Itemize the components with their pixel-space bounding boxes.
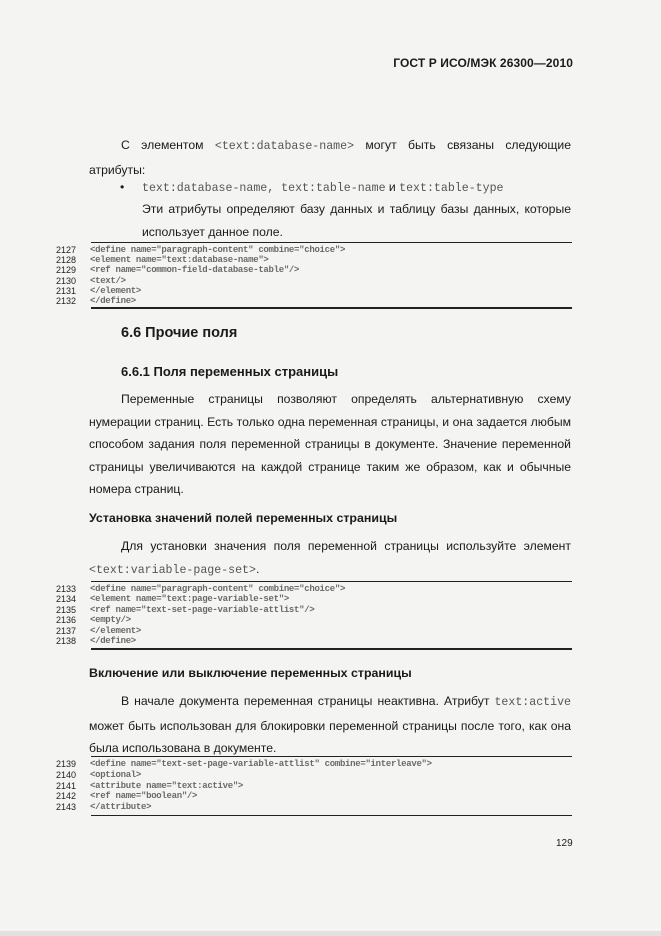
- code-text: <define name="paragraph-content" combine="choice">: [90, 584, 346, 594]
- code-text: <optional>: [90, 770, 142, 780]
- code-rule-bottom: [91, 815, 572, 816]
- code-text: <ref name="common-field-database-table"/>: [90, 265, 300, 275]
- section-heading-6-6-1: 6.6.1 Поля переменных страницы: [121, 364, 339, 379]
- line-number: 2140: [55, 770, 76, 780]
- intro-paragraph: [89, 134, 571, 181]
- line-number: 2139: [55, 759, 76, 769]
- attribute-description: Эти атрибуты определяют базу данных и таблицу базы данных, которые использует данное поле.: [142, 202, 571, 239]
- code-text: <text/>: [90, 276, 126, 286]
- subsection-heading-toggle: Включение или выключение переменных страницы: [89, 666, 412, 680]
- line-number: 2137: [55, 626, 76, 636]
- page-number: 129: [556, 838, 573, 849]
- code-block-page-variable-attlist: [54, 754, 572, 820]
- toggle-text-1: В начале документа переменная страницы неактивна. Атрибут: [121, 694, 495, 708]
- attr-database-name: text:database-name,: [142, 182, 275, 195]
- subsection-heading-set: Установка значений полей переменных страницы: [89, 511, 398, 525]
- code-text: <ref name="text-set-page-variable-attlist"/>: [90, 605, 315, 615]
- code-rule-bottom: [91, 307, 572, 309]
- line-number: 2128: [55, 255, 76, 265]
- code-text: <attribute name="text:active">: [90, 781, 244, 791]
- database-name-element: <text:database-name>: [214, 140, 355, 153]
- page-variables-paragraph: Переменные страницы позволяют определять альтернативную схему нумерации страниц. Есть только одна переменная страницы, и она задается любым способом задания поля переменной страницы в документе. Значение переменной страницы увеличиваются на каждой странице таким же образом, как и обычные номера страниц.: [89, 392, 571, 496]
- variable-page-set-element: <text:variable-page-set>: [89, 563, 256, 577]
- set-end: .: [255, 561, 260, 576]
- bullet-icon: •: [120, 180, 125, 194]
- attr-table-name: text:table-name: [274, 182, 386, 195]
- attr-conjunction: и: [385, 180, 400, 194]
- code-text: <define name="text-set-page-variable-attlist" combine="interleave">: [90, 759, 432, 769]
- code-text: <define name="paragraph-content" combine="choice">: [90, 245, 346, 255]
- attr-table-type: text:table-type: [399, 182, 504, 195]
- line-number: 2142: [55, 791, 76, 801]
- code-block-page-variable-set: [54, 579, 572, 653]
- line-number: 2130: [55, 276, 76, 286]
- set-paragraph: [89, 535, 571, 582]
- line-number: 2127: [55, 245, 76, 255]
- section-heading-6-6: 6.6 Прочие поля: [121, 325, 238, 341]
- code-text: </define>: [90, 636, 136, 646]
- attribute-names: [142, 176, 504, 200]
- code-text: </element>: [90, 286, 142, 296]
- code-text: <element name="text:page-variable-set">: [90, 594, 289, 604]
- code-text: <ref name="boolean"/>: [90, 791, 198, 801]
- code-rule-top: [91, 242, 572, 243]
- code-block-database-name: [54, 240, 572, 312]
- line-number: 2141: [55, 781, 76, 791]
- line-number: 2136: [55, 615, 76, 625]
- code-text: <element name="text:database-name">: [90, 255, 269, 265]
- line-number: 2138: [55, 636, 76, 646]
- document-header: ГОСТ Р ИСО/МЭК 26300—2010: [393, 56, 573, 70]
- page-bottom-edge: [0, 931, 661, 936]
- toggle-text-2: может быть использован для блокировки переменной страницы после того, как она была использована в документе.: [89, 718, 571, 755]
- code-text: <empty/>: [90, 615, 131, 625]
- line-number: 2132: [55, 296, 76, 306]
- line-number: 2129: [55, 265, 76, 275]
- intro-suffix: могут быть связаны следующие атрибуты:: [89, 138, 572, 177]
- line-number: 2135: [55, 605, 76, 615]
- intro-prefix: С элементом: [121, 138, 215, 152]
- text-active-attr: text:active: [494, 696, 571, 709]
- set-text: Для установки значения поля переменной страницы используйте элемент: [121, 539, 571, 553]
- line-number: 2134: [55, 594, 76, 604]
- toggle-paragraph: [89, 690, 571, 760]
- line-number: 2131: [55, 286, 76, 296]
- code-rule-top: [91, 756, 572, 757]
- code-rule-bottom: [91, 648, 572, 650]
- code-text: </define>: [90, 296, 136, 306]
- line-number: 2143: [55, 802, 76, 812]
- code-text: </attribute>: [90, 802, 152, 812]
- code-rule-top: [91, 581, 572, 582]
- line-number: 2133: [55, 584, 76, 594]
- code-text: </element>: [90, 626, 142, 636]
